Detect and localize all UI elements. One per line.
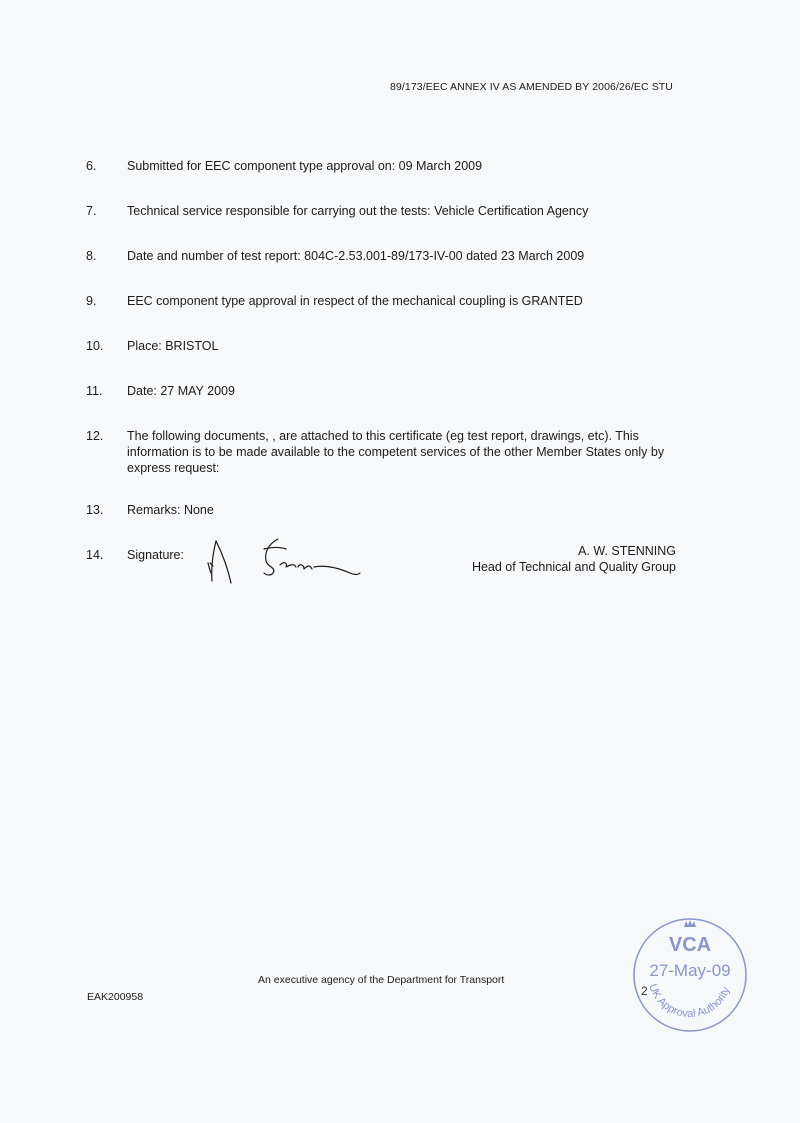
signatory-name: A. W. STENNING: [578, 544, 676, 558]
item-text: Technical service responsible for carrying out the tests: Vehicle Certification Agency: [127, 204, 589, 218]
item-text: Remarks: None: [127, 503, 214, 517]
item-number: 7.: [86, 204, 97, 218]
item-number: 9.: [86, 294, 97, 308]
signatory-title: Head of Technical and Quality Group: [471, 560, 676, 574]
item-number: 13.: [86, 503, 104, 517]
item-text: Date: 27 MAY 2009: [127, 384, 235, 398]
item-text: Submitted for EEC component type approval on: 09 March 2009: [127, 159, 483, 173]
handwritten-signature: [200, 533, 370, 588]
footer-reference: EAK200958: [87, 991, 144, 1003]
item-number: 12.: [86, 429, 104, 443]
item-number: 10.: [86, 339, 104, 353]
signature-label: Signature:: [127, 548, 184, 562]
stamp-logo: VCA: [668, 934, 712, 956]
item-number: 6.: [86, 159, 97, 173]
item-text: Place: BRISTOL: [127, 339, 219, 353]
item-number: 11.: [86, 384, 103, 398]
item-text: The following documents, , are attached to this certificate (eg test report, drawings, etc). This information is to be made available to the competent services of the other Member States only by express request:: [127, 429, 665, 475]
crown-icon: [684, 920, 696, 927]
stamp-date: 27-May-09: [649, 961, 731, 980]
approval-stamp: [630, 915, 750, 1035]
item-number: 8.: [86, 249, 97, 263]
signatory-block: [472, 543, 676, 575]
footer-agency: An executive agency of the Department for Transport: [258, 974, 505, 986]
item-text: Date and number of test report: 804C-2.53.001-89/173-IV-00 dated 23 March 2009: [127, 249, 585, 263]
item-text: EEC component type approval in respect of the mechanical coupling is GRANTED: [127, 294, 583, 308]
stamp-number: 2: [641, 984, 648, 998]
header-reference: 89/173/EEC ANNEX IV AS AMENDED BY 2006/26/EC STU: [390, 81, 673, 93]
item-number: 14.: [86, 548, 104, 562]
stamp-ring-text: UK Approval Authority: [646, 982, 733, 1021]
